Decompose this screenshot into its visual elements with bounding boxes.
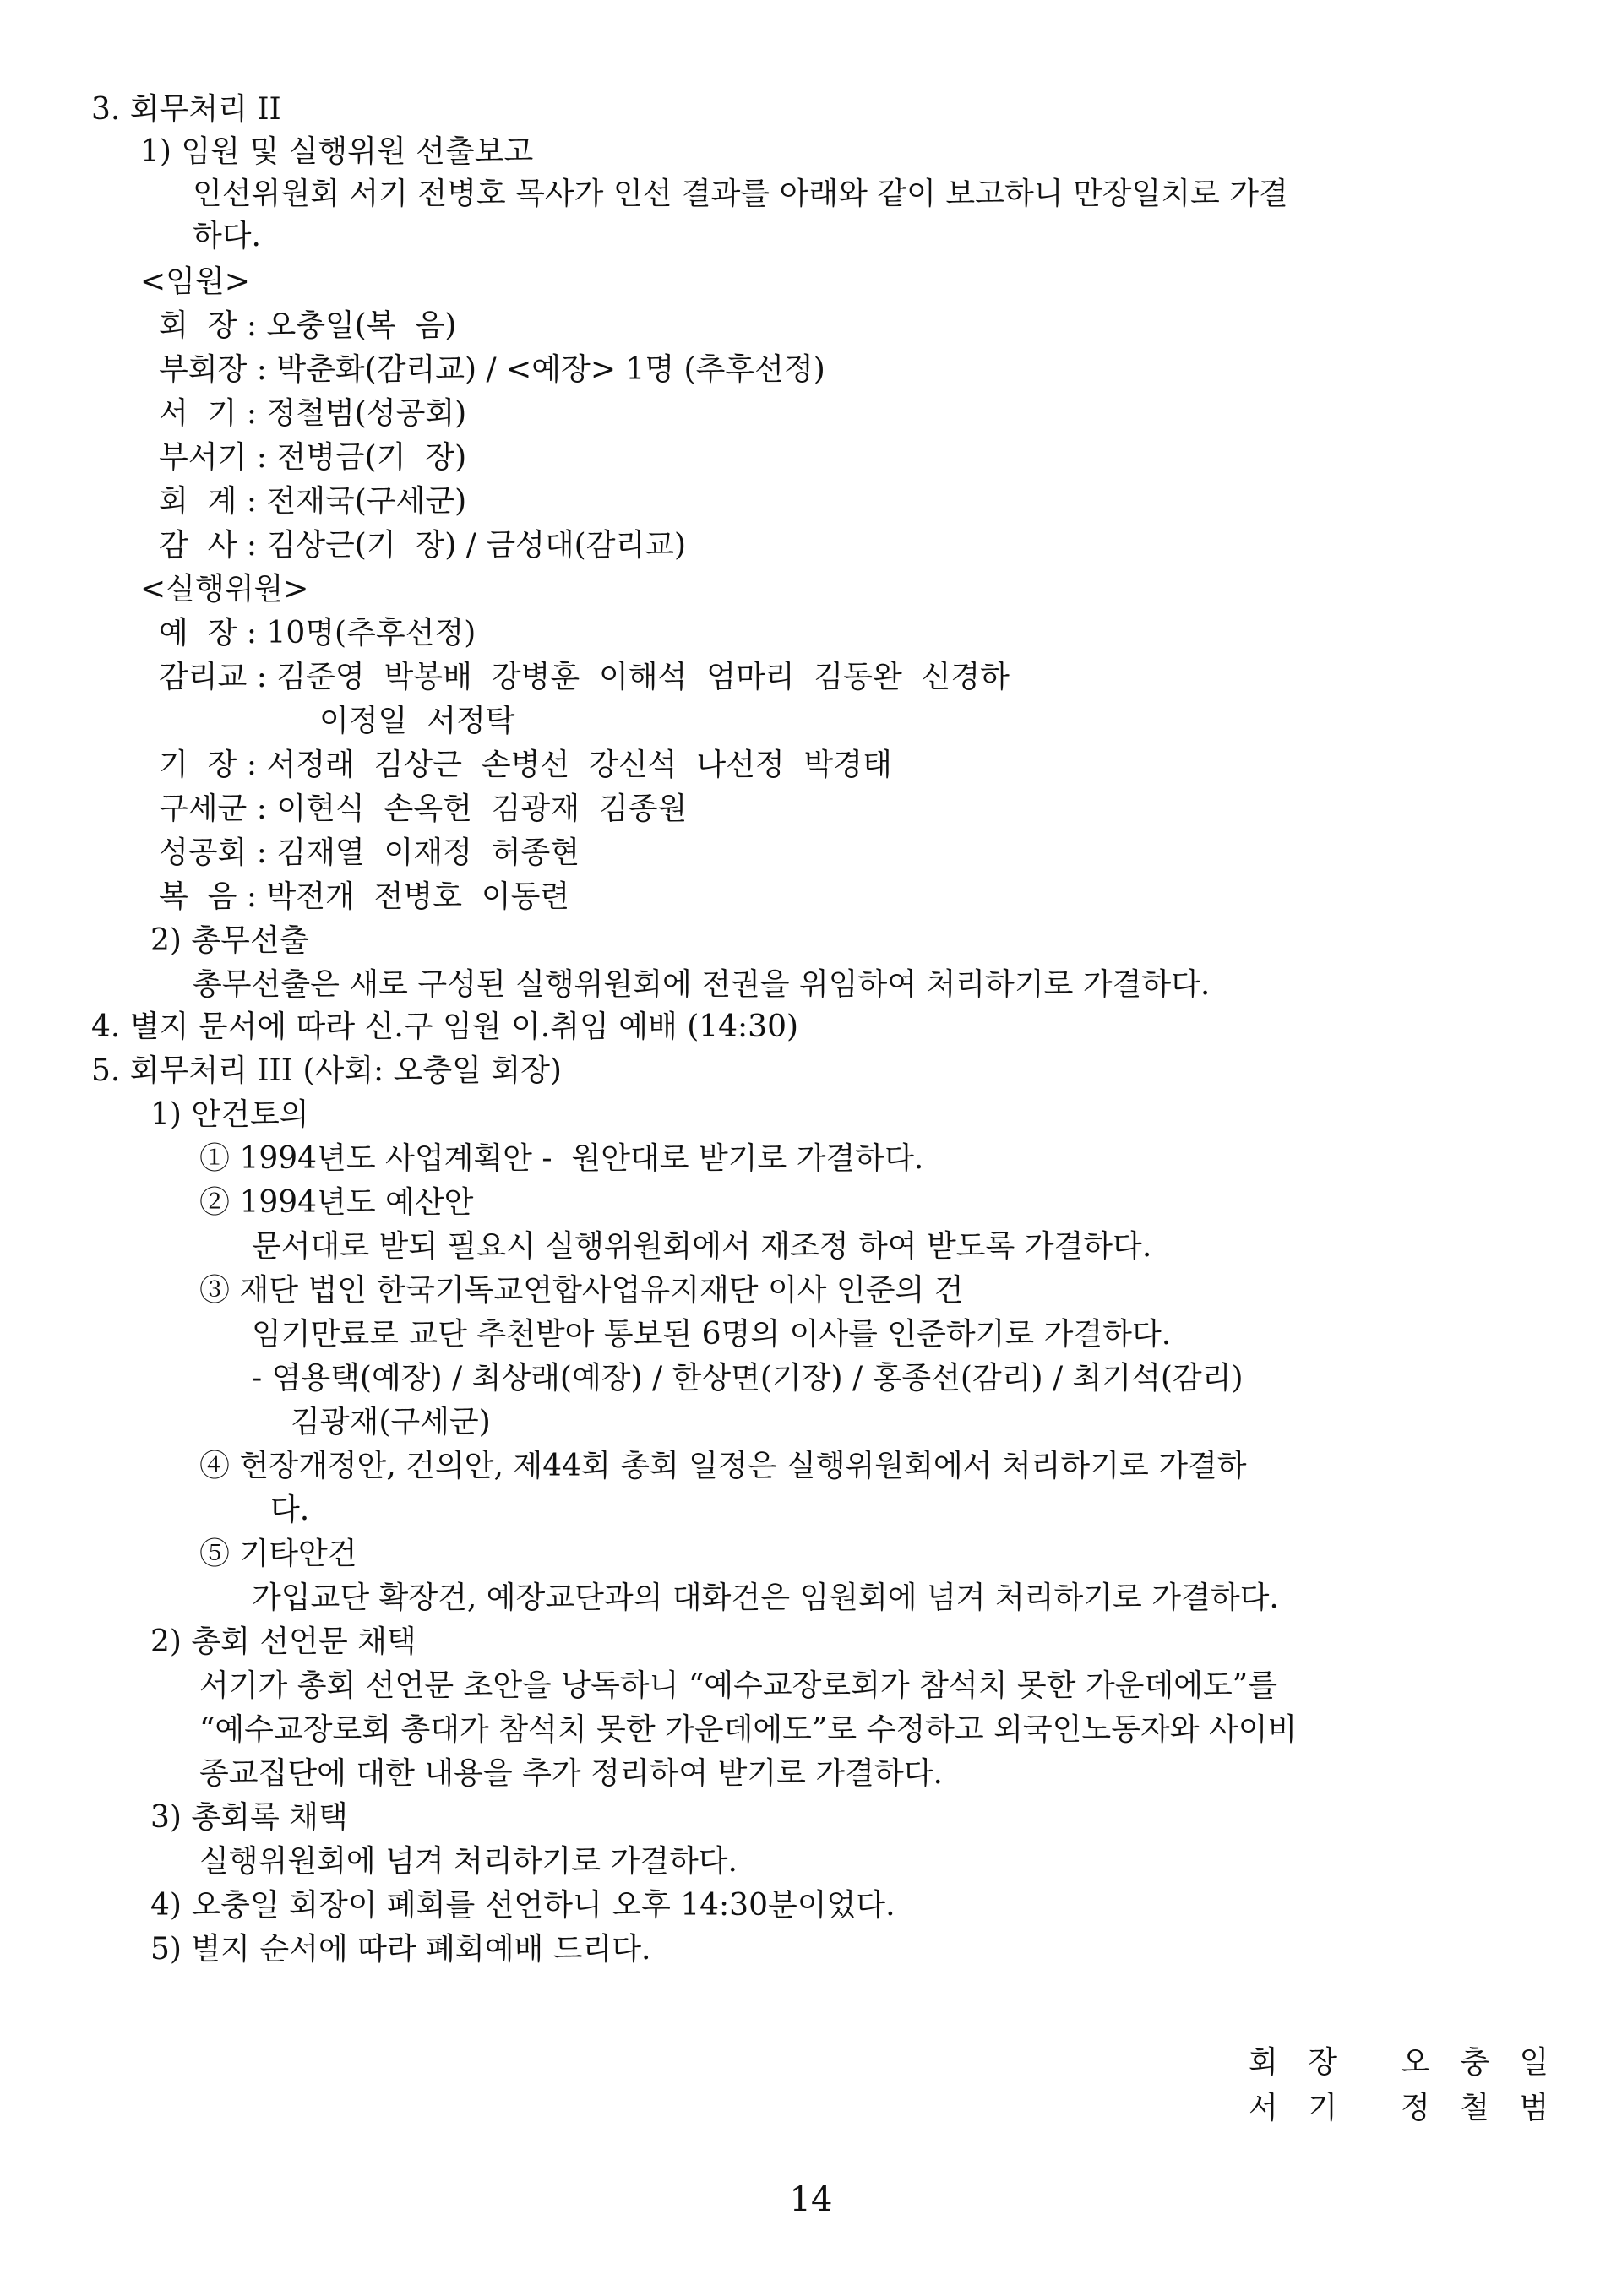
committee-row: 기 장 : 서정래 김상근 손병선 강신석 나선정 박경태 xyxy=(159,748,892,782)
section-heading: 4. 별지 문서에 따라 신.구 임원 이.취임 예배 (14:30) xyxy=(91,1009,799,1044)
body-text: 임기만료로 교단 추천받아 통보된 6명의 이사를 인준하기로 가결하다. xyxy=(252,1317,1172,1352)
committee-row-continued: 이정일 서정탁 xyxy=(319,704,515,738)
committee-row: 구세군 : 이현식 손옥헌 김광재 김종원 xyxy=(159,792,688,826)
committee-row: 예 장 : 10명(추후선정) xyxy=(159,616,476,650)
agenda-item: ③ 재단 법인 한국기독교연합사업유지재단 이사 인준의 건 xyxy=(199,1273,964,1308)
subsection-heading: 5) 별지 순서에 따라 폐회예배 드리다. xyxy=(150,1932,651,1967)
section-heading: 3. 회무처리 II xyxy=(91,92,281,127)
officer-row: 부서기 : 전병금(기 장) xyxy=(159,440,467,475)
signature-name: 오 충 일 xyxy=(1401,2045,1559,2080)
subsection-heading: 3) 총회록 채택 xyxy=(150,1800,348,1835)
body-text: 총무선출은 새로 구성된 실행위원회에 전권을 위임하여 처리하기로 가결하다. xyxy=(193,967,1211,1002)
subsection-heading: 1) 임원 및 실행위원 선출보고 xyxy=(140,134,534,169)
agenda-item: ⑤ 기타안건 xyxy=(199,1537,357,1571)
officer-row: 회 계 : 전재국(구세군) xyxy=(159,484,467,519)
agenda-item: ② 1994년도 예산안 xyxy=(199,1185,474,1220)
group-label: <임원> xyxy=(140,264,250,299)
body-text: 가입교단 확장건, 예장교단과의 대화건은 임원회에 넘겨 처리하기로 가결하다. xyxy=(252,1581,1279,1615)
subsection-heading: 2) 총무선출 xyxy=(150,923,309,958)
signature-name: 정 철 범 xyxy=(1401,2091,1559,2125)
officer-row: 감 사 : 김상근(기 장) / 금성대(감리교) xyxy=(159,528,687,563)
officer-row: 회 장 : 오충일(복 음) xyxy=(159,308,457,343)
body-text: “예수교장로회 총대가 참석치 못한 가운데에도”로 수정하고 외국인노동자와 사이비 xyxy=(199,1712,1298,1747)
body-text: 인선위원회 서기 전병호 목사가 인선 결과를 아래와 같이 보고하니 만장일치로 가결 xyxy=(193,177,1288,211)
subsection-heading: 1) 안건토의 xyxy=(150,1097,309,1132)
body-text: 하다. xyxy=(193,219,261,253)
signature-role: 회 장 xyxy=(1249,2045,1347,2080)
body-text: 서기가 총회 선언문 초안을 낭독하니 “예수교장로회가 참석치 못한 가운데에도”를 xyxy=(199,1668,1277,1703)
subsection-heading: 2) 총회 선언문 채택 xyxy=(150,1624,416,1659)
page-number: 14 xyxy=(789,2180,833,2219)
section-heading: 5. 회무처리 III (사회: 오충일 회장) xyxy=(91,1053,562,1088)
committee-row: 감리교 : 김준영 박봉배 강병훈 이해석 엄마리 김동완 신경하 xyxy=(159,660,1010,694)
officer-row: 서 기 : 정철범(성공회) xyxy=(159,396,467,431)
agenda-item: ① 1994년도 사업계획안 - 원안대로 받기로 가결하다. xyxy=(199,1141,924,1176)
director-list: - 염용택(예장) / 최상래(예장) / 한상면(기장) / 홍종선(감리) / 최기석(감리) xyxy=(252,1361,1244,1396)
body-text: 실행위원회에 넘겨 처리하기로 가결하다. xyxy=(199,1844,738,1879)
officer-row: 부회장 : 박춘화(감리교) / <예장> 1명 (추후선정) xyxy=(159,352,825,387)
body-text: 종교집단에 대한 내용을 추가 정리하여 받기로 가결하다. xyxy=(199,1756,943,1791)
committee-row: 성공회 : 김재열 이재정 허종현 xyxy=(159,835,580,870)
signature-role: 서 기 xyxy=(1249,2091,1347,2125)
subsection-heading: 4) 오충일 회장이 폐회를 선언하니 오후 14:30분이었다. xyxy=(150,1888,895,1923)
group-label: <실행위원> xyxy=(140,572,309,607)
committee-row: 복 음 : 박전개 전병호 이동련 xyxy=(159,879,570,914)
director-list-continued: 김광재(구세군) xyxy=(291,1405,491,1439)
body-text: 다. xyxy=(270,1493,310,1527)
body-text: 문서대로 받되 필요시 실행위원회에서 재조정 하여 받도록 가결하다. xyxy=(252,1229,1152,1264)
agenda-item: ④ 헌장개정안, 건의안, 제44회 총회 일정은 실행위원회에서 처리하기로 가결하 xyxy=(199,1449,1247,1483)
